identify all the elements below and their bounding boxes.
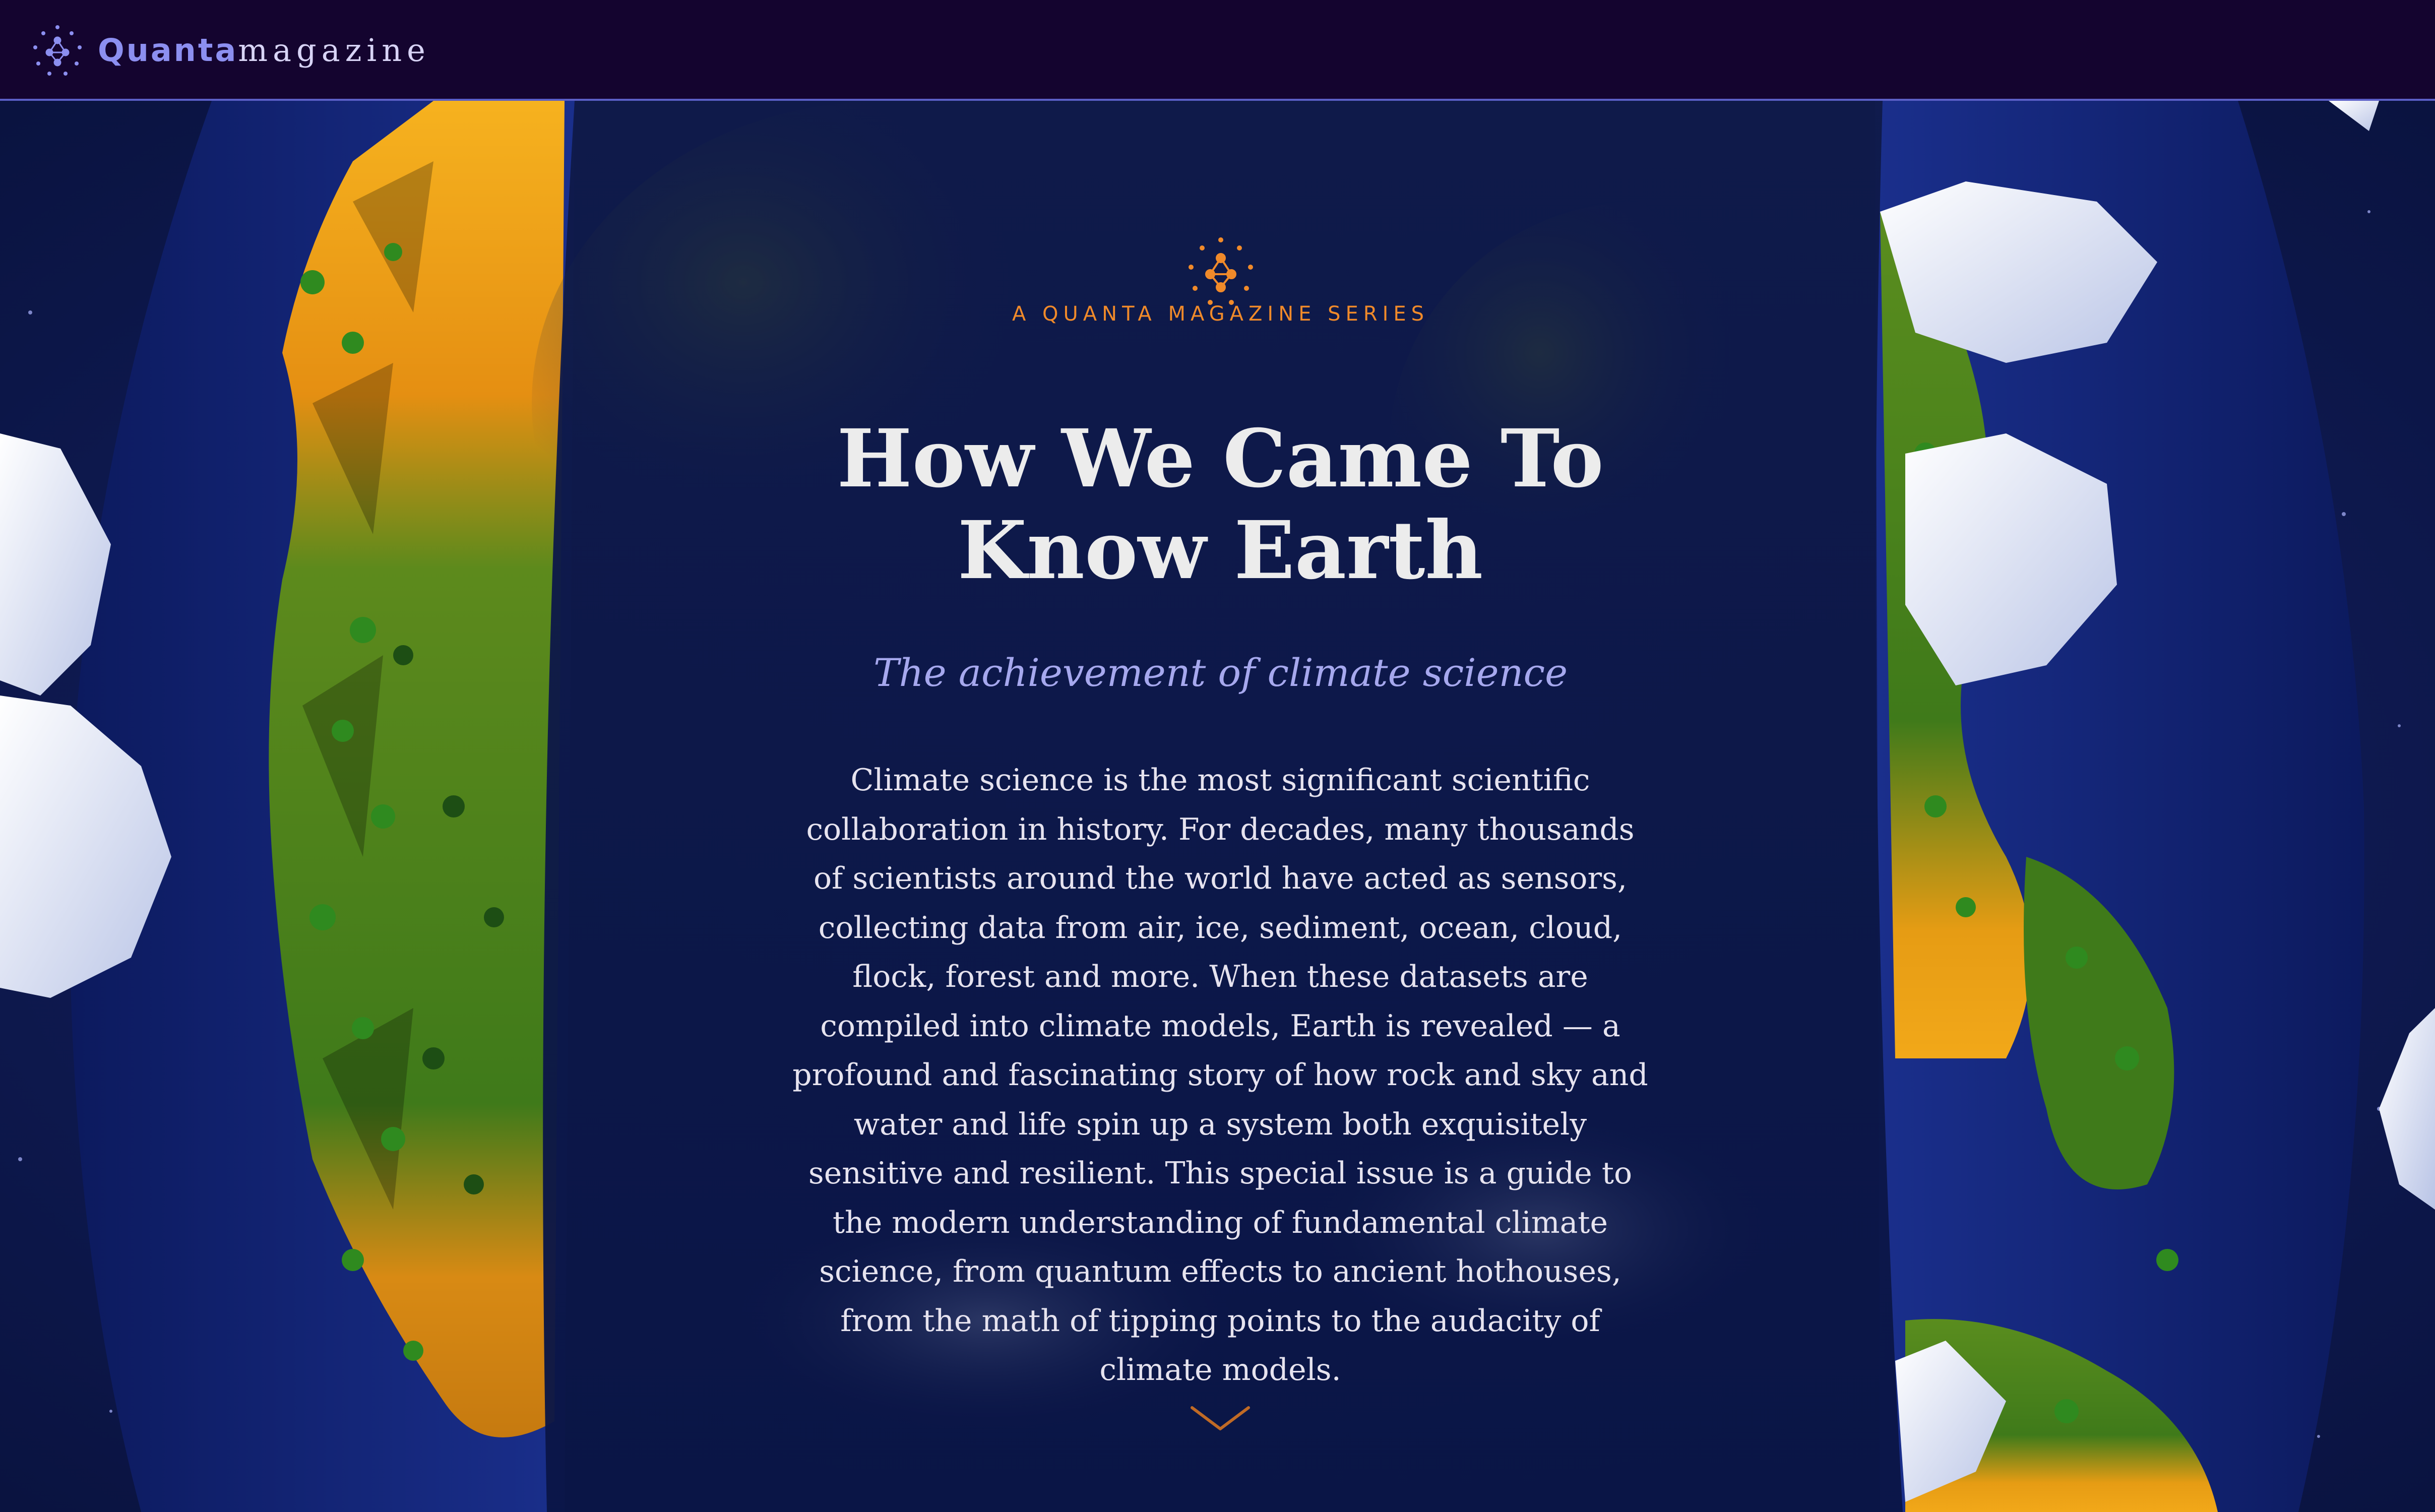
logo-wordmark-quanta: Quanta bbox=[98, 32, 238, 69]
molecule-icon bbox=[1183, 233, 1259, 308]
page-title: How We Came To Know Earth bbox=[837, 412, 1604, 597]
chevron-down-icon[interactable] bbox=[1185, 1399, 1256, 1439]
page-subtitle: The achievement of climate science bbox=[873, 650, 1568, 695]
molecule-icon bbox=[29, 22, 86, 79]
hero-content bbox=[532, 101, 1909, 1512]
logo-wordmark-magazine: magazine bbox=[238, 32, 430, 69]
intro-paragraph: Climate science is the most significant scientific collaboration in history. For decades, many thousands of scientists around the world have acted as sensors, collecting data from air, ice, sediment, ocean, cloud, flock, forest and more. When these datasets are compiled into climate models, Earth is revealed — a profound and fascinating story of how rock and sky and water and life spin up a system both exquisitely sensitive and resilient. This special issue is a guide to the modern understanding of fundamental climate science, from quantum effects to ancient hothouses, from the math of tipping points to the audacity of climate models. bbox=[792, 763, 1648, 1388]
hero-section bbox=[0, 101, 2435, 1512]
logo-wordmark bbox=[98, 32, 430, 69]
series-label: A QUANTA MAGAZINE SERIES bbox=[1012, 302, 1429, 326]
quanta-logo-link[interactable] bbox=[29, 22, 430, 79]
top-nav-bar bbox=[0, 0, 2435, 101]
